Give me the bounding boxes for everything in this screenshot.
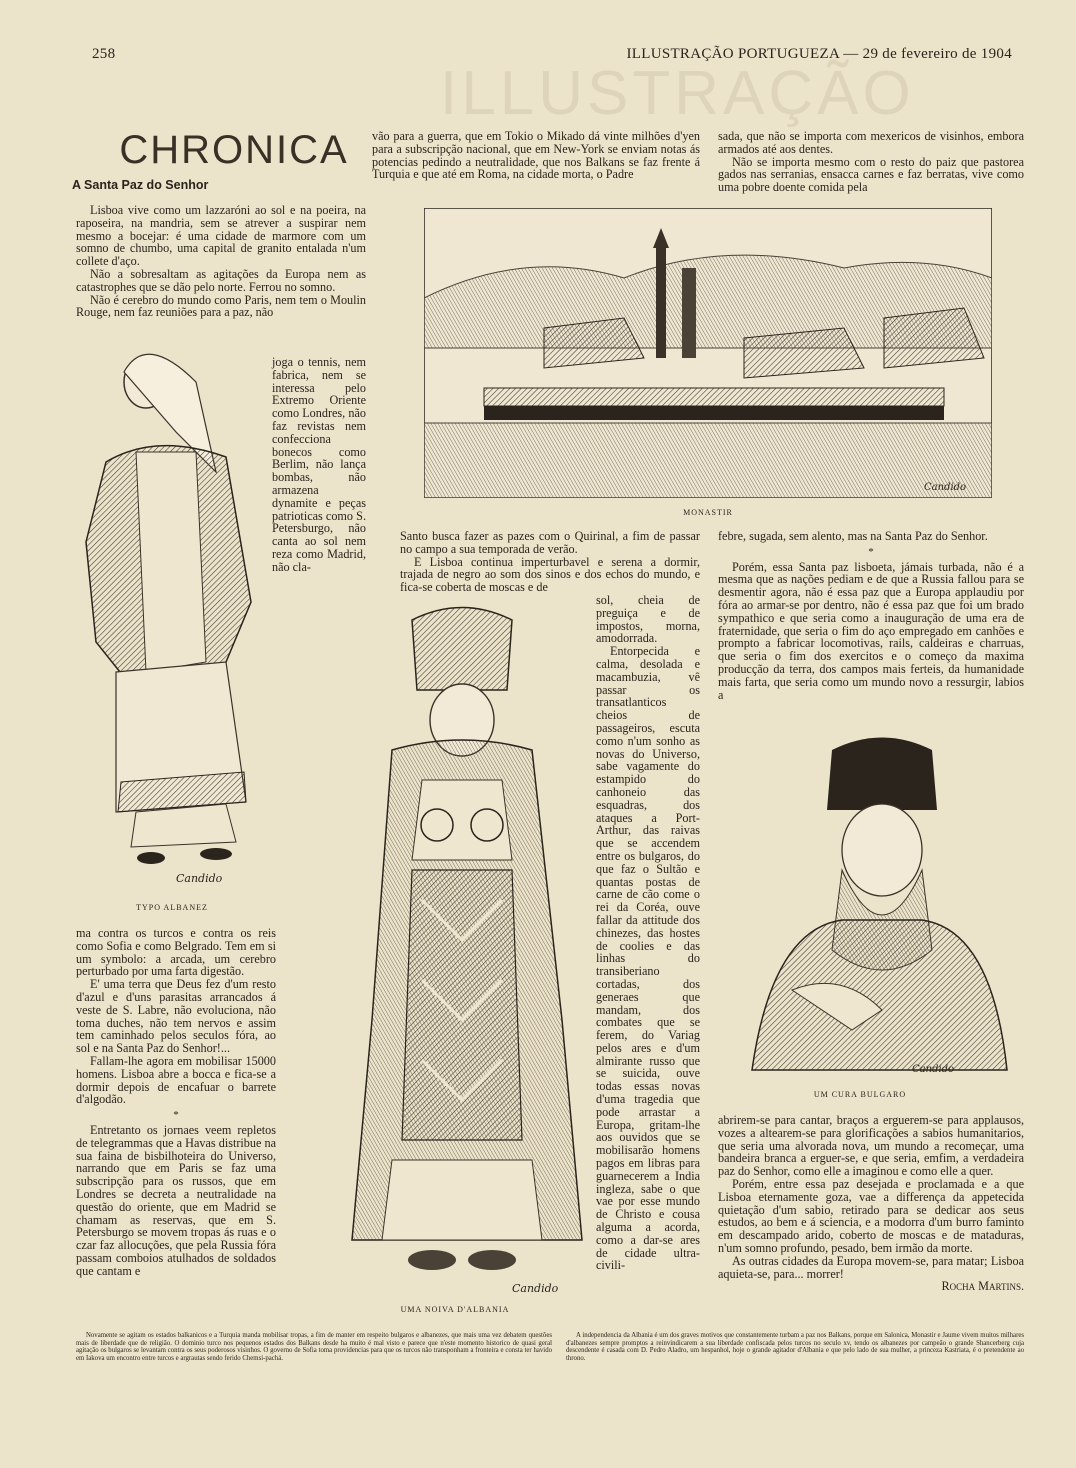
col3-top-text xyxy=(718,130,1024,194)
paragraph: vão para a guerra, que em Tokio o Mikado dá vinte milhões d'yen para a subscripção nacional, que em New-York se enviam notas ás potencias pedindo a neutralidade, que nos Balkans se faz frente á Turquia e que até em Roma, na cidade morta, o Padre xyxy=(372,129,700,182)
paragraph: E' uma terra que Deus fez d'um resto d'azul e d'uns parasitas arrancados á veste de S. Labre, não evoluciona, não toma duches, não tem nervos e assim tem caminhado pelos seculos fóra, ao sol e na Santa Paz do Senhor!... xyxy=(76,977,276,1056)
paragraph: sol, cheia de preguiça e de impostos, morna, amodorrada. xyxy=(596,593,700,646)
artist-signature: Candido xyxy=(512,1282,559,1295)
footnote-left xyxy=(76,1332,552,1362)
paragraph: ma contra os turcos e contra os reis como Sofia e como Belgrado. Tem em si um symbolo: a arcada, um cerebro perturbado por uma farta digestão. xyxy=(76,926,276,979)
paragraph: Porém, entre essa paz desejada e proclamada e a que Lisboa eternamente goza, vae a differença da appetecida quietação d'um sabio, retirado para se dedicar aos seus estudos, ao bem e á sciencia, e a modorra d'um burro faminto em descampado arido, coberto de moscas e de mataduras, n'um somno profundo, pesado, bem irmão da morte. xyxy=(718,1176,1024,1255)
paragraph: Não se importa mesmo com o resto do paiz que pastorea gados nas serranias, ensacca carnes e faz berratas, vive como uma pobre doente comida pela xyxy=(718,154,1024,195)
paragraph: Porém, essa Santa paz lisboeta, jámais turbada, não é a mesma que as nações pediam e de que a Russia fallou para se desmentir agora, não é essa paz que a Europa applaudiu por fóra ao armar-se por dentro, não é essa paz que foi um brado sympathico e que seria como a inauguração de uma era de fraternidade, que seria o fim do aço empregado em canhões e prompto a fabricar locomotivas, rails, caldeiras e charruas, que seria o fim dos exercitos e o começo da maxima producção da terra, dos campos mais ferteis, da humanidade mais farta, que seria como um mundo novo a ressurgir, labios a xyxy=(718,559,1024,702)
paragraph: abrirem-se para cantar, braços a erguerem-se para applausos, vozes a altearem-se para glorificações a sabios humanitarios, que seria uma alvorada nova, um mundo a recomeçar, uma bandeira branca a erguer-se, e que seria, emfim, a verdadeira paz do Senhor, como elle a imaginou e como elle a quer. xyxy=(718,1113,1024,1179)
paragraph: Entorpecida e calma, desolada e macambuzia, vê passar os transatlanticos cheios de passageiros, escuta como n'um sonho as novas do Universo, sabe vagamente do estampido do canhoneio das esquadras, dos ataques a Port-Arthur, das raivas que se accendem entre os bulgaros, do que faz o Sultão e quantas postas de carne de cão come o rei da Coréa, ouve fallar da attitude dos chinezes, das hostes de coolies e das linhas do transiberiano cortadas, dos generaes que mandam, dos combates que se ferem, do Variag pelos ares e d'um almirante russo que se suicida, ouve todas essas novas d'uma tragedia que pode arrastar a Europa, gritam-lhe aos ouvidos que se mobilisarão homens pagos em libras para guarnecerem a India ingleza, sabe o que vae por esse mundo de Christo e cousa alguma a acorda, como a dar-se ares de cidade ultra-civili- xyxy=(596,644,700,1273)
footnote-right xyxy=(566,1332,1024,1362)
caption-albanian-type: TYPO ALBANEZ xyxy=(136,903,208,912)
paragraph: Fallam-lhe agora em mobilisar 15000 homens. Lisboa abre a bocca e fica-se a dormir depois de encafuar o barrete d'algodão. xyxy=(76,1053,276,1107)
caption-albanian-bride: UMA NOIVA D'ALBANIA xyxy=(400,1305,510,1314)
paragraph: Não é cerebro do mundo como Paris, nem tem o Moulin Rouge, nem faz reuniões para a paz, não xyxy=(76,292,366,320)
col3-mid-text xyxy=(718,530,1024,701)
paragraph: Não a sobresaltam as agitações da Europa nem as catastrophes que se dão pelo norte. Ferrou no somno. xyxy=(76,266,366,294)
caption-monastir: MONASTIR xyxy=(683,508,733,517)
artist-signature: Candido xyxy=(924,482,967,493)
bulgarian-priest-illustration xyxy=(732,730,1012,1080)
albanian-bride-illustration xyxy=(332,600,594,1312)
section-separator: * xyxy=(173,1109,179,1122)
article-subtitle: A Santa Paz do Senhor xyxy=(72,178,209,192)
paragraph: Entretanto os jornaes veem repletos de telegrammas que a Havas distribue na sua faina de bisbilhoteira do Universo, narrando que em Paris se faz uma subscripção para os russos, que em Londres se decreta a neutralidade na questão do oriente, que em Madrid se chamam as reservas, que em S. Petersburgo se movem tropas ás ruas e o czar faz allocuções, que pela Russia fóra passam comboios atulhados de soldados que cantam e xyxy=(76,1122,276,1278)
footnote-text: Novamente se agitam os estados balkanicos e a Turquia manda mobilisar tropas, a fim de manter em respeito bulgaros e albanezes, que mais uma vez debatem questões mais de liberdade que de religião. O dominio turco nos pequenos estados dos Balkans desde ha muito é mal visto e parece que n'este momento historico de quasi geral agitação os bulgaros se levantam contra os seus poderosos visinhos. O governo de Sofia toma providencias para que os turcos não transponham a fronteira e consta ter havido em Iakova um encontro entre turcos e argrautas sendo ferido Chemsi-pachá. xyxy=(76,1332,552,1362)
page-number: 258 xyxy=(92,46,116,62)
masthead-watermark: ILLUSTRAÇÃO xyxy=(440,59,915,128)
paragraph: Lisboa vive como um lazzaróni ao sol e na poeira, na raposeira, na mandria, sem se atrever a suspirar nem mesmo a bocejar: é uma cidade de marmore com um somno de chumbo, uma capital de granito entalada n'um collete d'aço. xyxy=(76,203,366,269)
col1-narrow-text xyxy=(272,356,366,574)
article-title: CHRONICA xyxy=(119,128,349,172)
artist-signature: Candido xyxy=(176,872,223,885)
author-signature: Rocha Martins. xyxy=(941,1279,1024,1294)
col3-bottom-text xyxy=(718,1114,1024,1293)
col2-mid-text xyxy=(400,530,700,594)
paragraph: joga o tennis, nem fabrica, nem se interessa pelo Extremo Oriente como Londres, não faz revistas nem confecciona bonecos como Berlim, não lança bombas, não armazena dynamite e peças patrioticas como S. Petersburgo, não canta ao sol nem reza como Madrid, não cla- xyxy=(272,355,366,574)
paragraph: febre, sugada, sem alento, mas na Santa Paz do Senhor. xyxy=(718,529,988,543)
section-separator: * xyxy=(868,545,874,558)
caption-bulgarian-priest: UM CURA BULGARO xyxy=(813,1090,907,1099)
paragraph: Santo busca fazer as pazes com o Quirinal, a fim de passar no campo a sua temporada de verão. xyxy=(400,529,700,556)
artist-signature: Candido xyxy=(912,1064,955,1075)
running-head: ILLUSTRAÇÃO PORTUGUEZA — 29 de fevereiro de 1904 xyxy=(626,46,1012,62)
paragraph: sada, que não se importa com mexericos de visinhos, embora armados até aos dentes. xyxy=(718,129,1024,156)
col2-narrow-text xyxy=(596,594,700,1272)
albanian-woman-illustration xyxy=(76,342,272,902)
col1-top-text xyxy=(76,204,366,319)
col2-top-text xyxy=(372,130,700,181)
col1-bottom-text xyxy=(76,927,276,1278)
paragraph: As outras cidades da Europa movem-se, para matar; Lisboa aquieta-se, para... morrer! xyxy=(718,1253,1024,1281)
paragraph: E Lisboa continua imperturbavel e serena a dormir, trajada de negro ao som dos sinos e dos echos do mundo, e fica-se coberta de moscas e de xyxy=(400,554,700,595)
footnote-text: A independencia da Albania é um dos graves motivos que constantemente turbam a paz nos Balkans, porque em Salonica, Monastir e Jaume vivem muitos milhares d'albanezes sempre promptos a reinvindicarem a sua liberdade confiscada pelos turcos no seculo xv, tendo os albanezes por campeão o grande Shancerberg cuja descendente é casada com D. Pedro Aladro, um hespanhol, hoje o grande agitador d'Albania e que pelo lado de sua mulher, a princeza Kastriata, é o pretendente ao throno. xyxy=(566,1332,1024,1362)
monastir-illustration xyxy=(424,208,992,498)
